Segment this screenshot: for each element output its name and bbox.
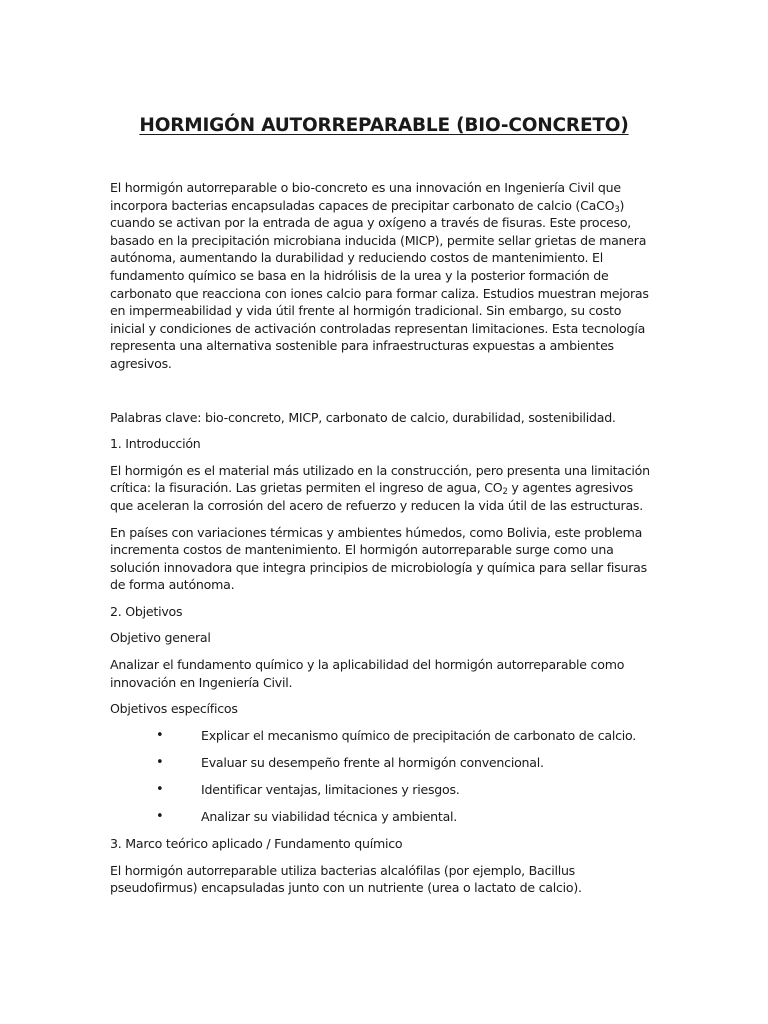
intro-p1-text-1: El hormigón es el material más utilizado en la construcción, pero presenta una limitación crítica: la fisuración. Las grietas permiten el ingreso de agua, CO [110, 462, 650, 496]
bullet-icon: • [156, 754, 164, 770]
document-body [110, 179, 658, 906]
bullet-icon: • [156, 782, 164, 798]
specific-objectives-heading: Objetivos específicos [110, 701, 238, 717]
list-item-text: Explicar el mecanismo químico de precipitación de carbonato de calcio. [201, 727, 637, 743]
abstract-text-2: ) cuando se activan por la entrada de agua y oxígeno a través de fisuras. Este proceso, basado en la precipitación microbiana inducida (MICP), permite sellar grietas de manera autónoma, aumentando la durabilidad y reduciendo costos de mantenimiento. El fundamento químico se basa en la hidrólisis de la urea y la posterior formación de carbonato que reacciona con iones calcio para formar caliza. Estudios muestran mejoras en impermeabilidad y vida útil frente al hormigón tradicional. Sin embargo, su costo inicial y condiciones de activación controladas representan limitaciones. Esta tecnología representa una alternativa sostenible para infraestructuras expuestas a ambientes agresivos. [110, 197, 649, 371]
section-3-heading: 3. Marco teórico aplicado / Fundamento químico [110, 836, 403, 852]
general-objective-text: Analizar el fundamento químico y la aplicabilidad del hormigón autorreparable como innovación en Ingeniería Civil. [110, 657, 625, 690]
abstract-paragraph [110, 179, 658, 373]
bullet-icon: • [156, 809, 164, 825]
general-objective-heading: Objetivo general [110, 630, 211, 646]
list-item-text: Evaluar su desempeño frente al hormigón convencional. [201, 754, 544, 770]
list-item-text: Identificar ventajas, limitaciones y riesgos. [201, 782, 460, 798]
intro-paragraph-2: En países con variaciones térmicas y ambientes húmedos, como Bolivia, este problema incrementa costos de mantenimiento. El hormigón autorreparable surge como una solución innovadora que integra principios de microbiología y química para sellar fisuras de forma autónoma. [110, 524, 647, 593]
list-item [110, 727, 658, 745]
list-item-text: Analizar su viabilidad técnica y ambiental. [201, 809, 458, 825]
theory-paragraph-1: El hormigón autorreparable utiliza bacterias alcalófilas (por ejemplo, Bacillus pseudofirmus) encapsuladas junto con un nutriente (urea o lactato de calcio). [110, 862, 582, 896]
intro-p1-subscript: 2 [502, 487, 508, 498]
abstract-subscript: 3 [614, 204, 620, 215]
list-item [110, 781, 658, 799]
abstract-text-1: El hormigón autorreparable o bio-concreto es una innovación en Ingeniería Civil que incorpora bacterias encapsuladas capaces de precipitar carbonato de calcio (CaCO [110, 180, 621, 213]
keywords-line: Palabras clave: bio-concreto, MICP, carbonato de calcio, durabilidad, sostenibilidad. [110, 409, 616, 425]
list-item [110, 808, 658, 826]
intro-p1-text-2: y agentes agresivos que aceleran la corrosión del acero de refuerzo y reducen la vida útil de las estructuras. [110, 480, 643, 513]
specific-objectives-list [110, 727, 658, 826]
document-title: HORMIGÓN AUTORREPARABLE (BIO-CONCRETO) [139, 115, 629, 136]
section-1-heading: 1. Introducción [110, 436, 201, 452]
list-item [110, 754, 658, 772]
intro-paragraph-1 [110, 462, 658, 515]
section-2-heading: 2. Objetivos [110, 603, 183, 619]
bullet-icon: • [156, 727, 164, 743]
